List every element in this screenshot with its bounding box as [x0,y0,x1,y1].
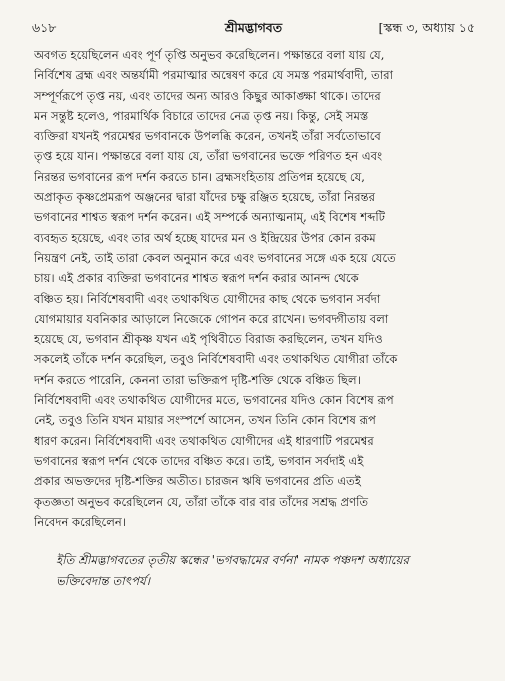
running-title: শ্রীমদ্ভাগবত [224,20,283,35]
body-line: প্রকার অভক্তদের দৃষ্টি-শক্তির অতীত। চারজন ঋষি ভগবানের প্রতি এতই [34,474,361,489]
colophon-line: ইতি শ্রীমদ্ভাগবতের তৃতীয় স্কন্ধের 'ভগবদ্ধামের বর্ণনা' নামক পঞ্চদশ অধ্যায়ের [56,553,409,567]
colophon-line: ভক্তিবেদান্ত তাৎপর্য। [56,574,151,588]
body-line: দর্শন করতে পারেনি, কেননা তারা ভক্তিরূপ দৃষ্টি-শক্তি থেকে বঞ্চিত ছিল। [34,372,361,387]
body-line: যোগমায়ার যবনিকার আড়ালে নিজেকে গোপন করে রাখেন। ভগবদ্গীতায় বলা [34,311,389,326]
body-line: নির্বিশেষবাদী এবং তথাকথিত যোগীদের মতে, ভগবানের যদিও কোন বিশেষ রূপ [34,393,394,408]
body-line: নিরন্তর ভগবানের রূপ দর্শন করতে চান। ব্রহ্মসংহিতায় প্রতিপন্ন হয়েছে যে, [34,169,365,184]
body-line: তৃপ্ত হয়ে যান। পক্ষান্তরে বলা যায় যে, তাঁরা ভগবানের ভক্তে পরিণত হন এবং [34,149,383,164]
body-line: নেই, তবুও তিনি যখন মায়ার সংস্পর্শে আসেন, তখন তিনি কোন বিশেষ রূপ [34,413,376,428]
body-line: নিয়ন্ত্রণ নেই, তাই তারা কেবল অনুমান করে এবং ভগবানের সঙ্গে এক হয়ে যেতে [34,250,396,265]
body-line: নির্বিশেষ ব্রহ্ম এবং অন্তর্যামী পরমাত্মার অন্বেষণ করে যে সমস্ত পরমার্থবাদী, তারা [34,68,393,83]
page-header [32,20,475,44]
body-line: অবগত হয়েছিলেন এবং পূর্ণ তৃপ্তি অনুভব করেছিলেন। পক্ষান্তরে বলা যায় যে, [34,48,385,62]
body-line: সম্পূর্ণরূপে তৃপ্ত নয়, এবং তাদের অন্য আরও কিছুর আকাঙ্ক্ষা থাকে। তাদের [34,88,381,103]
body-line: ভগবানের শাশ্বত স্বরূপ দর্শন করেন। এই সম্পর্কে অন্যাত্মনাম্, এই বিশেষ শব্দটি [34,210,385,225]
body-line: ব্যবহৃত হয়েছে, এবং তার অর্থ হচ্ছে যাদের মন ও ইন্দ্রিয়ের উপর কোন রকম [34,230,376,245]
body-line: হয়েছে যে, ভগবান শ্রীকৃষ্ণ যখন এই পৃথিবীতে বিরাজ করছিলেন, তখন যদিও [34,332,383,347]
page-number: ৬১৮ [32,20,57,35]
body-line: ভগবানের স্বরূপ দর্শন থেকে তাদের বঞ্চিত করে। তাই, ভগবান সর্বদাই এই [34,453,364,468]
body-line: সকলেই তাঁকে দর্শন করেছিল, তবুও নির্বিশেষবাদী এবং তথাকথিত যোগীরা তাঁকে [34,352,398,367]
body-line: বঞ্চিত হয়। নির্বিশেষবাদী এবং তথাকথিত যোগীদের কাছ থেকে ভগবান সর্বদা [34,291,381,306]
body-line: ধারণ করেন। নির্বিশেষবাদী এবং তথাকথিত যোগীদের এই ধারণাটি পরমেশ্বর [34,433,374,448]
body-line: অপ্রাকৃত কৃষ্ণপ্রেমরূপ অঞ্জনের দ্বারা যাঁদের চক্ষু রঞ্জিত হয়েছে, তাঁরা নিরন্তর [34,190,376,205]
section-reference: [স্কন্ধ ৩, অধ্যায় ১৫ [378,20,475,35]
body-text [34,45,474,532]
body-line: চায়। এই প্রকার ব্যক্তিরা ভগবানের শাশ্বত স্বরূপ দর্শন করার আনন্দ থেকে [34,271,359,286]
body-line: মন সন্তুষ্ট হলেও, পারমার্থিক বিচারে তাদের নেত্র তৃপ্ত নয়। কিন্তু, সেই সমস্ত [34,108,369,123]
body-line: ব্যক্তিরা যখনই পরমেশ্বর ভগবানকে উপলব্ধি করেন, তখনই তাঁরা সর্বতোভাবে [34,129,381,144]
chapter-colophon [56,550,476,592]
body-line: কৃতজ্ঞতা অনুভব করেছিলেন যে, তাঁরা তাঁকে বার বার তাঁদের সশ্রদ্ধ প্রণতি [34,494,369,509]
body-line: নিবেদন করেছিলেন। [34,514,126,529]
